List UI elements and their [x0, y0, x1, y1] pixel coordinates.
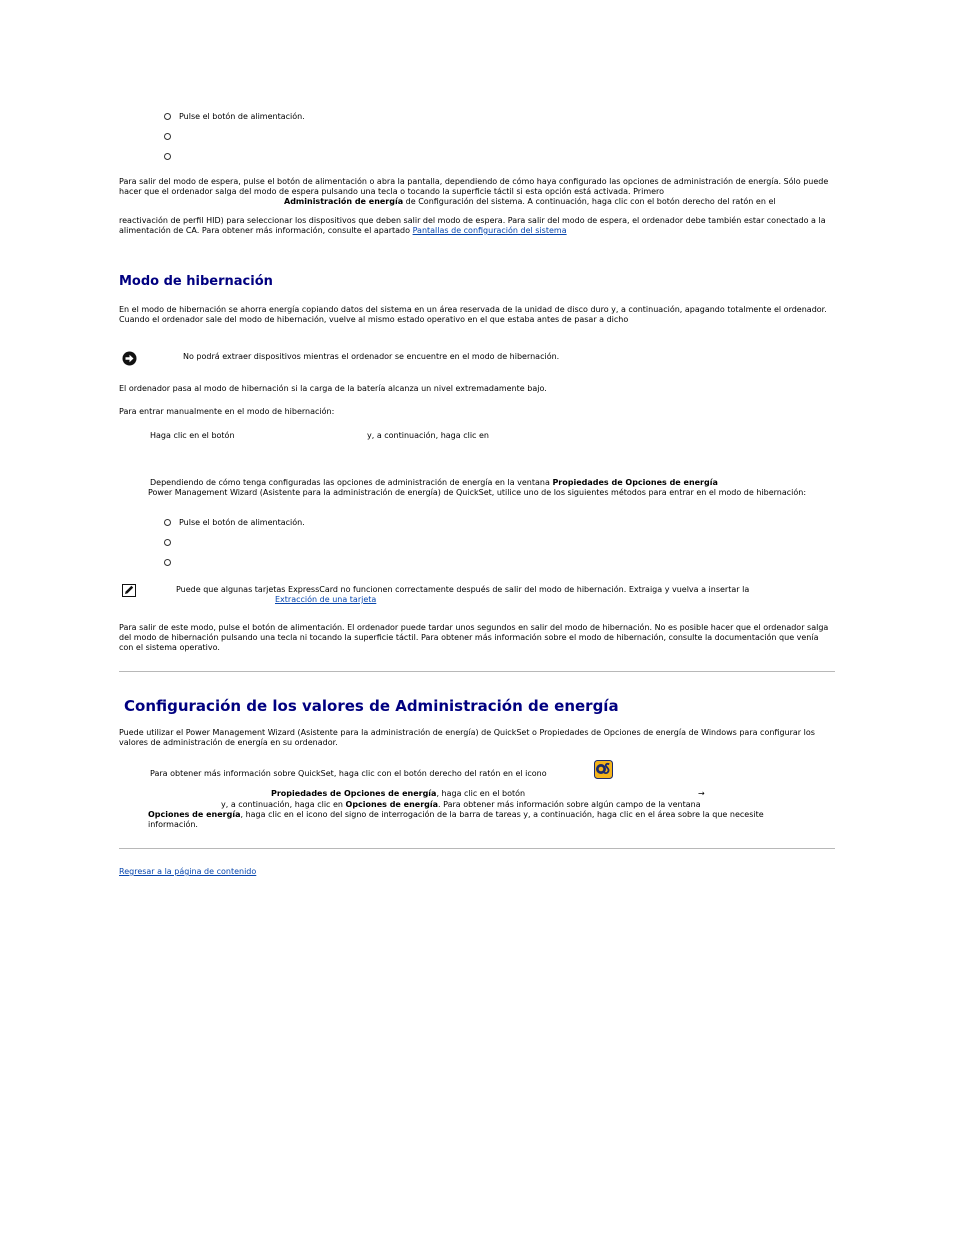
- divider: [119, 671, 835, 672]
- quickset-text: Para obtener más información sobre QuickSet, haga clic con el botón derecho del ratón en el icono: [150, 769, 547, 778]
- config-line2: y, a continuación, haga clic en Opciones de energía. Para obtener más información sobre algún campo de la ventana: [221, 800, 701, 809]
- bullet-marker: [164, 519, 171, 526]
- config-intro: Puede utilizar el Power Management Wizard (Asistente para la administración de energía) de QuickSet o Propiedades de Opciones de energía de Windows para configurar los valores de administración de energía en su ordenador.: [119, 728, 815, 747]
- bullet-marker: [164, 539, 171, 546]
- step1-text-b: y, a continuación, haga clic en: [367, 431, 489, 440]
- step1-text-a: Haga clic en el botón: [150, 431, 235, 440]
- hibernate-intro: En el modo de hibernación se ahorra energía copiando datos del sistema en un área reservada de la unidad de disco duro y, a continuación, apagando totalmente el ordenador. Cuando el ordenador sale del modo de hibernación, vuelve al mismo estado operativo en el que estaba antes de pasar a dicho: [119, 305, 827, 324]
- standby-bullet-1: Pulse el botón de alimentación.: [179, 112, 305, 121]
- quickset-icon: [594, 760, 613, 779]
- back-to-contents-link[interactable]: Regresar a la página de contenido: [119, 867, 257, 876]
- standby-exit-paragraph: Para salir del modo de espera, pulse el botón de alimentación o abra la pantalla, dependiendo de cómo haya configurado las opciones de administración de energía. Sólo puede hacer que el ordenador salga del modo de espera pulsando una tecla o tocando la superficie táctil si esta opción está activada. Primero Administración de energía de Configuración del sistema. A continuación, haga clic con el botón derecho del ratón en el: [119, 177, 829, 206]
- bullet-marker: [164, 559, 171, 566]
- config-line1: Propiedades de Opciones de energía, haga clic en el botón: [271, 789, 526, 798]
- system-setup-link[interactable]: Pantallas de configuración del sistema: [412, 226, 567, 235]
- step2-text-a: Dependiendo de cómo tenga configuradas las opciones de administración de energía en la ventana Propiedades de Opciones de energía: [150, 478, 718, 487]
- standby-exit-paragraph-cont: reactivación de perfil HID) para seleccionar los dispositivos que deben salir del modo de espera. Para salir del modo de espera, el ordenador debe también estar conectado a la alimentación de CA. Para obtener más información, consulte el apartado Pantallas de configuración del sistema: [119, 216, 826, 235]
- remove-card-link[interactable]: Extracción de una tarjeta: [275, 595, 377, 604]
- note-icon: [122, 584, 136, 597]
- hibernate-exit: Para salir de este modo, pulse el botón de alimentación. El ordenador puede tardar unos segundos en salir del modo de hibernación. No es posible hacer que el ordenador salga del modo de hibernación pulsando una tecla ni tocando la superficie táctil. Para obtener más información sobre el modo de hibernación, consulte la documentación que venía con el sistema operativo.: [119, 623, 829, 652]
- arrow-icon: →: [698, 789, 705, 798]
- notice-icon: [122, 351, 137, 366]
- manual-intro: Para entrar manualmente en el modo de hibernación:: [119, 407, 335, 416]
- notice-text: No podrá extraer dispositivos mientras el ordenador se encuentre en el modo de hibernación.: [183, 352, 560, 361]
- battery-low-text: El ordenador pasa al modo de hibernación si la carga de la batería alcanza un nivel extremadamente bajo.: [119, 384, 547, 393]
- divider: [119, 848, 835, 849]
- config-heading: Configuración de los valores de Administración de energía: [124, 697, 619, 715]
- note-text: Puede que algunas tarjetas ExpressCard no funcionen correctamente después de salir del modo de hibernación. Extraiga y vuelva a insertar la: [176, 585, 750, 594]
- step2-text-b: Power Management Wizard (Asistente para la administración de energía) de QuickSet, utilice uno de los siguientes métodos para entrar en el modo de hibernación:: [148, 488, 807, 497]
- bullet-marker: [164, 133, 171, 140]
- hibernate-bullet-1: Pulse el botón de alimentación.: [179, 518, 305, 527]
- config-line3: Opciones de energía, haga clic en el icono del signo de interrogación de la barra de tareas y, a continuación, haga clic en el área sobre la que necesite: [148, 810, 764, 819]
- config-line4: información.: [148, 820, 198, 829]
- bullet-marker: [164, 113, 171, 120]
- bullet-marker: [164, 153, 171, 160]
- hibernate-heading: Modo de hibernación: [119, 274, 273, 289]
